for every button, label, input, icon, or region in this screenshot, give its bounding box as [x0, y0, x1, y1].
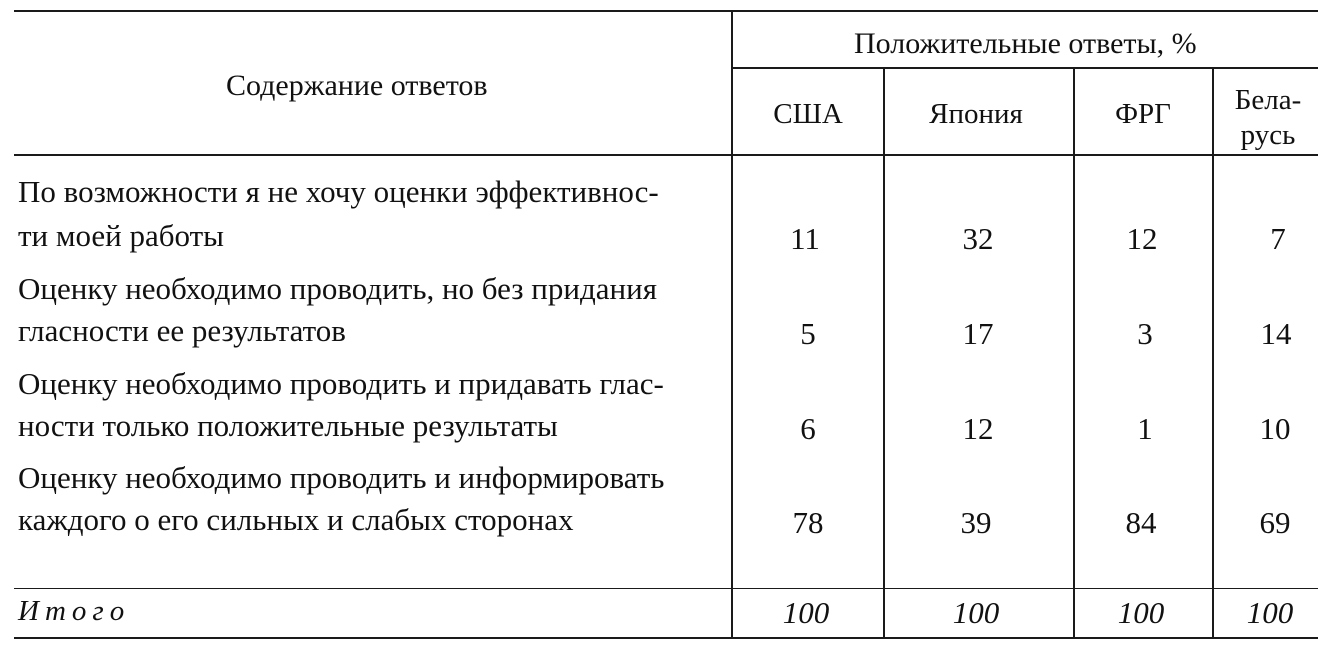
- positive-answers-group-header: Положительные ответы, %: [854, 27, 1197, 60]
- bottom-rule: [14, 637, 1318, 639]
- cell-frg: 12: [1126, 221, 1158, 256]
- cell-japan: 17: [962, 316, 994, 351]
- cell-usa: 6: [800, 411, 816, 446]
- header-inner-rule: [732, 67, 1318, 69]
- total-japan: 100: [952, 595, 1000, 630]
- cell-japan: 39: [960, 505, 992, 540]
- top-rule: [14, 10, 1318, 12]
- total-top-rule: [14, 588, 1318, 589]
- cell-japan: 12: [962, 411, 994, 446]
- cell-belarus: 14: [1260, 316, 1292, 351]
- content-column-header: Содержание ответов: [226, 69, 488, 102]
- header-bottom-rule: [14, 154, 1318, 156]
- row-text-line1: Оценку необходимо проводить и информировать: [18, 460, 665, 495]
- row-text-line2: гласности ее результатов: [18, 313, 346, 348]
- cell-belarus: 10: [1259, 411, 1291, 446]
- cell-usa: 5: [800, 316, 816, 351]
- total-usa: 100: [782, 595, 830, 630]
- cell-frg: 84: [1125, 505, 1157, 540]
- cell-belarus: 69: [1259, 505, 1291, 540]
- row-text-line2: ти моей работы: [18, 218, 224, 253]
- country-header-belarus-line2: русь: [1240, 119, 1296, 151]
- cell-belarus: 7: [1270, 221, 1286, 256]
- row-text-line2: ности только положительные результаты: [18, 408, 558, 443]
- cell-japan: 32: [962, 221, 994, 256]
- cell-usa: 11: [790, 221, 820, 256]
- column-divider-belarus: [1212, 67, 1214, 638]
- column-divider-japan: [883, 67, 885, 638]
- total-label: Итого: [18, 595, 131, 627]
- country-header-japan: Япония: [929, 98, 1023, 130]
- country-header-usa: США: [773, 98, 843, 130]
- column-divider-main: [731, 10, 733, 638]
- row-text-line2: каждого о его сильных и слабых сторонах: [18, 502, 574, 537]
- row-text-line1: По возможности я не хочу оценки эффективнос-: [18, 174, 659, 209]
- row-text-line1: Оценку необходимо проводить, но без придания: [18, 271, 657, 306]
- cell-frg: 3: [1137, 316, 1153, 351]
- country-header-frg: ФРГ: [1115, 98, 1171, 130]
- cell-frg: 1: [1137, 411, 1153, 446]
- cell-usa: 78: [792, 505, 824, 540]
- total-frg: 100: [1117, 595, 1165, 630]
- total-belarus: 100: [1246, 595, 1294, 630]
- row-text-line1: Оценку необходимо проводить и придавать глас-: [18, 366, 664, 401]
- column-divider-frg: [1073, 67, 1075, 638]
- country-header-belarus-line1: Бела-: [1234, 84, 1302, 116]
